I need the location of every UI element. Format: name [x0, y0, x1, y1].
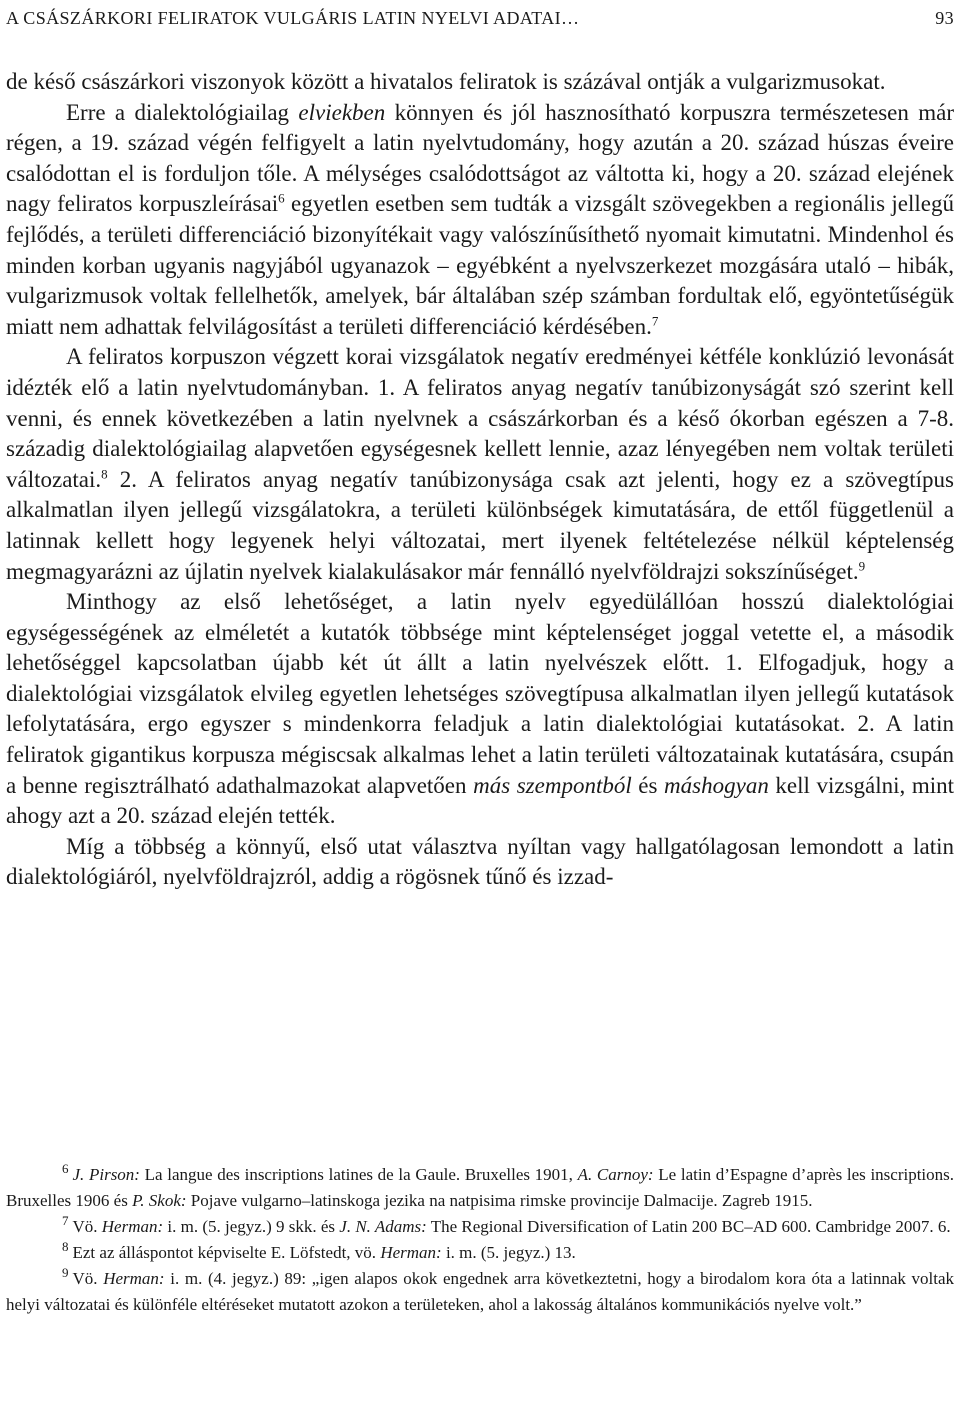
footnote-text: i. m. (5. jegyz.) 13.	[441, 1243, 576, 1262]
paragraph-text: de késő császárkori viszonyok között a hivatalos feliratok is százával ontják a vulgarizmusokat.	[6, 69, 886, 94]
paragraph-text: és	[631, 772, 665, 798]
footnote-ref[interactable]: 9	[858, 557, 866, 573]
emphasis: elviekben	[298, 99, 386, 125]
paragraph-text: A feliratos korpuszon végzett korai vizsgálatok negatív eredményei kétféle konklúzió levonását idézték elő a latin nyelvtudományban. 1. A feliratos anyag negatív tanúbizonyságát szó szerint kell venni, és ennek következében a latin nyelvnek a császárkorban és a késő ókorban egészen a 7-8. századig dialektológiailag alapvetően egységesnek kellett lennie, azaz lényegében nem voltak területi változatai.	[6, 344, 954, 492]
paragraph-text: egyetlen esetben sem tudták a vizsgált szövegekben a regionális jellegű fejlődés, a területi differenciáció bizonyítékait vagy valószínűsíthető nyomait kimutatni. Mindenhol és minden korban ugyanis nagyjából ugyanazok – egyébként a nyelvszerkezet mozgására utaló – hibák, vulgarizmusok voltak fellelhetők, amelyek, bár általában szép számban fordultak elő, egyöntetűségük miatt nem adhattak felvilágosítást a területi differenciáció kérdésében.	[6, 191, 954, 339]
paragraph	[6, 587, 954, 832]
paragraph	[6, 832, 954, 893]
footnote-text: Pojave vulgarno–latinskoga jezika na natpisima rimske provincije Dalmacije. Zagreb 1915.	[186, 1191, 813, 1210]
footnote-text: The Regional Diversification of Latin 200 BC–AD 600. Cambridge 2007. 6.	[426, 1217, 951, 1236]
main-text	[6, 67, 954, 893]
paragraph-text: könnyen és jól hasznosítható korpuszra természetesen már régen, a 19. század végén felfigyelt a latin nyelvtudomány, hogy azután a 20. század húszas éveire csalódottan el is forduljon tőle. A mélységes csalódottságot az váltotta ki, hogy a 20. század elejének nagy feliratos korpuszleírásai	[6, 99, 954, 217]
paragraph-text: Erre a dialektológiailag	[66, 99, 299, 125]
footnote-ref[interactable]: 8	[101, 466, 108, 482]
running-title: A CSÁSZÁRKORI FELIRATOK VULGÁRIS LATIN NYELVI ADATAI…	[6, 8, 580, 28]
emphasis: más szempontból	[473, 772, 632, 798]
author: Herman:	[380, 1243, 442, 1262]
footnote-text: i. m. (5. jegyz.) 9 skk. és	[163, 1217, 340, 1236]
paragraph-text: Minthogy az első lehetőséget, a latin nyelv egyedülállóan hosszú dialektológiai egységességének az elméletét a kutatók többsége mint képtelenséget joggal vetette el, a második lehetőséggel kapcsolatban újabb két út állt a latin nyelvészek előtt. 1. Elfogadjuk, hogy a dialektológiai vizsgálatok elvileg egyetlen lehetséges szövegtípusa alkalmatlan ilyen jellegű kutatások lefolytatására, ergo egyszer s mindenkorra feladjuk a latin dialektológiai kutatásokat. 2. A latin feliratok gigantikus korpusza mégiscsak alkalmas lehet a latin területi változatainak kutatására, csupán a benne regisztrálható adathalmazokat alapvetően	[6, 589, 954, 798]
footnote	[6, 1240, 954, 1266]
footnote-number: 6	[62, 1161, 69, 1177]
footnote-text: i. m. (4. jegyz.) 89: „igen alapos okok engednek arra következtetni, hogy a birodalom kora óta a latinnak voltak helyi változatai és különféle eltéréseket mutatott azokon a területeken, ahol a lakosság általános kommunikációs nyelve volt.”	[6, 1269, 955, 1314]
author: P. Skok:	[132, 1191, 187, 1210]
emphasis: máshogyan	[664, 772, 769, 798]
footnote-number: 8	[62, 1239, 69, 1255]
paragraph	[6, 67, 954, 98]
footnote-number: 9	[62, 1265, 69, 1281]
author: A. Carnoy:	[577, 1165, 654, 1184]
footnote-number: 7	[62, 1213, 69, 1229]
running-header	[6, 0, 954, 36]
author: J. N. Adams:	[339, 1217, 427, 1236]
paragraph-text: Míg a többség a könnyű, első utat választva nyíltan vagy hallgatólagosan lemondott a latin dialektológiáról, nyelvföldrajzról, addig a rögösnek tűnő és izzad-	[6, 833, 954, 890]
paragraph	[6, 342, 954, 587]
author: Herman:	[101, 1217, 164, 1236]
page-number: 93	[935, 8, 954, 28]
footnote-ref[interactable]: 6	[278, 190, 285, 206]
footnote	[6, 1162, 954, 1214]
footnote-ref[interactable]: 7	[651, 313, 659, 329]
footnotes	[6, 1162, 954, 1318]
footnote	[6, 1266, 954, 1318]
paragraph	[6, 98, 954, 343]
author: J. Pirson:	[72, 1165, 140, 1184]
footnote-text: Ezt az álláspontot képviselte E. Löfstedt, vö.	[72, 1243, 381, 1262]
footnote-text: La langue des inscriptions latines de la Gaule. Bruxelles 1901,	[139, 1165, 578, 1184]
footnote-text: Vö.	[72, 1269, 104, 1288]
footnote-text: Le latin d’Espagne d’après les inscriptions. Bruxelles 1906 és	[6, 1165, 955, 1210]
footnote	[6, 1214, 954, 1240]
author: Herman:	[103, 1269, 165, 1288]
paragraph-text: kell vizsgálni, mint ahogy azt a 20. század elején tették.	[6, 772, 954, 829]
paragraph-text: 2. A feliratos anyag negatív tanúbizonysága csak azt jelenti, hogy ez a szövegtípus alkalmatlan ilyen jellegű vizsgálatokra, a területi különbségek kimutatására, de ettől függetlenül a latinnak kellett hogy legyenek helyi változatai, mert ilyenek feltételezése nélkül képtelenség megmagyarázni az újlatin nyelvek kialakulásakor már fennálló nyelvföldrajzi sokszínűséget.	[6, 466, 954, 584]
footnote-text: Vö.	[72, 1217, 102, 1236]
